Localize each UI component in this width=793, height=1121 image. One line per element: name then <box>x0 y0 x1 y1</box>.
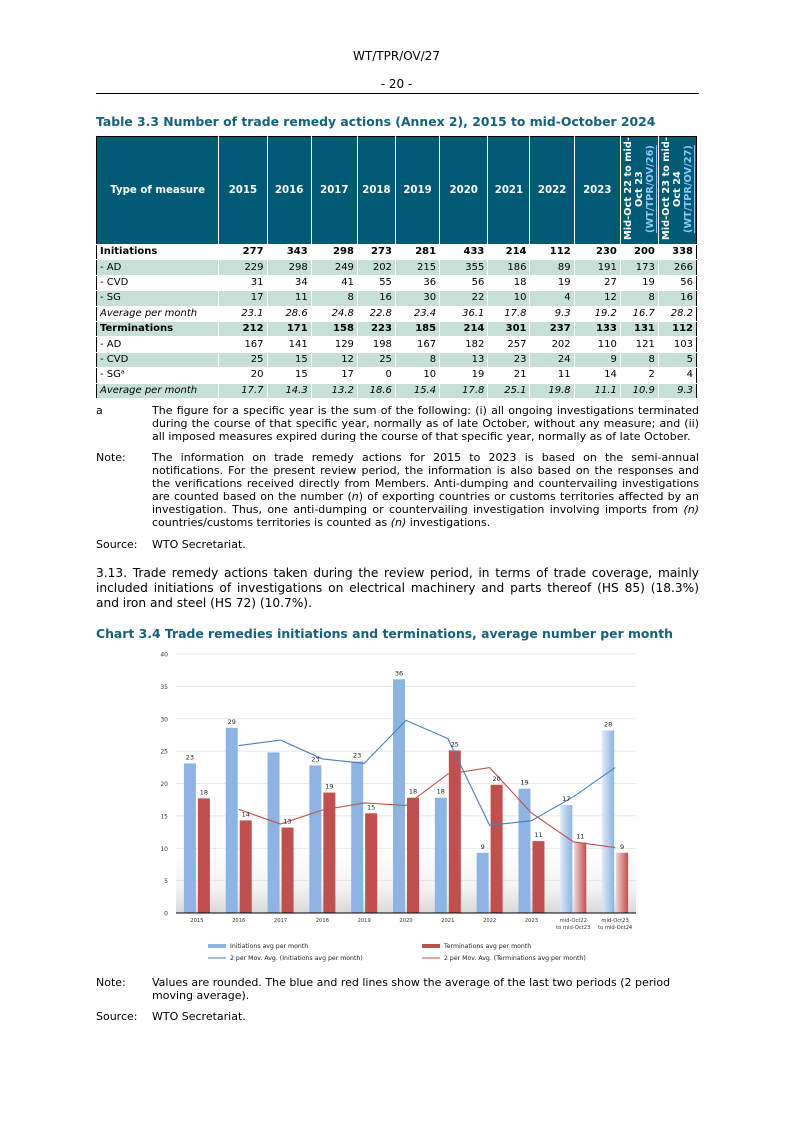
terminations-bar <box>491 785 503 913</box>
data-label: 14 <box>241 810 250 819</box>
table-source-key: Source: <box>96 538 138 551</box>
data-label: 36 <box>394 669 404 678</box>
table-cell: 12 <box>574 291 620 306</box>
x-tick-label: 2017 <box>273 918 288 924</box>
table-cell: 129 <box>311 337 357 352</box>
x-tick-label: mid-Oct22 <box>559 918 587 924</box>
table-title: Table 3.3 Number of trade remedy actions (Annex 2), 2015 to mid-October 2024 <box>96 114 656 129</box>
table-cell: 266 <box>658 260 696 275</box>
chart-3-4 <box>150 645 650 970</box>
table-cell: 214 <box>440 321 488 336</box>
table-cell: 4 <box>530 291 574 306</box>
table-row <box>97 368 697 383</box>
table-cell: 25 <box>357 352 395 367</box>
col-header-period-23-24: Mid-Oct 23 to mid-Oct 24 (WT/TPR/OV/27) <box>658 137 696 245</box>
table-row <box>97 383 697 398</box>
table-cell: 112 <box>658 321 696 336</box>
table-cell: 22 <box>440 291 488 306</box>
x-tick-label: 2020 <box>399 918 413 924</box>
table-cell: 17.8 <box>488 306 530 321</box>
table-cell: 23.1 <box>219 306 267 321</box>
chart-note <box>96 976 699 1002</box>
document-link[interactable]: (WT/TPR/OV/26) <box>644 145 656 233</box>
col-header-type: Type of measure <box>97 137 219 245</box>
table-cell: 19.8 <box>530 383 574 398</box>
table-cell: 25 <box>219 352 267 367</box>
table-cell: 18 <box>488 275 530 290</box>
data-label: 11 <box>576 832 585 841</box>
initiations-moving-avg-line <box>239 720 615 825</box>
table-cell: 25.1 <box>488 383 530 398</box>
table-cell: 11 <box>267 291 311 306</box>
col-header-2019: 2019 <box>395 137 439 245</box>
col-header-2017: 2017 <box>311 137 357 245</box>
table-cell: 36 <box>395 275 439 290</box>
table-cell: 31 <box>219 275 267 290</box>
x-tick-label: 2015 <box>190 918 204 924</box>
data-label: 15 <box>367 803 376 812</box>
data-label: 19 <box>325 782 334 791</box>
data-label: 18 <box>408 787 418 796</box>
y-tick-label: 5 <box>164 878 168 886</box>
table-cell: 17.7 <box>219 383 267 398</box>
table-cell: 4 <box>658 368 696 383</box>
table-note <box>96 451 699 529</box>
y-tick-label: 40 <box>160 651 168 659</box>
data-label: 29 <box>227 717 236 726</box>
table-cell: 89 <box>530 260 574 275</box>
table-cell: 9.3 <box>658 383 696 398</box>
table-cell: 17.8 <box>440 383 488 398</box>
table-cell: 121 <box>620 337 658 352</box>
y-tick-label: 30 <box>160 716 168 724</box>
table-note-key: Note: <box>96 451 126 464</box>
table-cell: 230 <box>574 245 620 260</box>
table-cell: 355 <box>440 260 488 275</box>
y-tick-label: 25 <box>160 748 168 756</box>
footnote-a-key: a <box>96 404 103 417</box>
page-number: - 20 - <box>380 77 413 91</box>
table-source <box>96 538 699 551</box>
x-tick-label: 2016 <box>232 918 246 924</box>
chart-source-key: Source: <box>96 1010 138 1023</box>
chart-note-key: Note: <box>96 976 126 989</box>
table-cell: 28.2 <box>658 306 696 321</box>
table-row <box>97 321 697 336</box>
table-cell: 19 <box>440 368 488 383</box>
terminations-bar <box>282 828 294 913</box>
table-row <box>97 337 697 352</box>
table-cell: 24.8 <box>311 306 357 321</box>
table-cell: 215 <box>395 260 439 275</box>
table-cell: 112 <box>530 245 574 260</box>
table-cell: 343 <box>267 245 311 260</box>
document-id: WT/TPR/OV/27 <box>353 49 440 63</box>
table-cell: 167 <box>395 337 439 352</box>
terminations-bar <box>365 813 377 913</box>
chart-title: Chart 3.4 Trade remedies initiations and terminations, average number per month <box>96 626 673 641</box>
table-cell: 28.6 <box>267 306 311 321</box>
table-cell: 237 <box>530 321 574 336</box>
legend-terminations-label: Terminations avg per month <box>444 943 532 950</box>
table-cell: 186 <box>488 260 530 275</box>
initiations-bar <box>309 765 321 913</box>
data-label: 17 <box>562 794 571 803</box>
table-cell: 9 <box>574 352 620 367</box>
data-label: 23 <box>353 751 362 760</box>
table-cell: 23 <box>488 352 530 367</box>
table-cell: 131 <box>620 321 658 336</box>
y-tick-label: 10 <box>160 845 168 853</box>
initiations-bar <box>268 752 280 913</box>
table-cell: 16 <box>658 291 696 306</box>
chart-source-text: WTO Secretariat. <box>152 1010 246 1023</box>
table-cell: 27 <box>574 275 620 290</box>
legend-terminations-swatch <box>422 944 440 948</box>
table-row <box>97 260 697 275</box>
trade-remedy-table <box>96 136 697 399</box>
x-tick-label: to mid-Oct23 <box>556 925 591 931</box>
legend-terminations-avg-label: 2 per Mov. Avg. (Terminations avg per month) <box>444 955 586 962</box>
table-cell: 13 <box>440 352 488 367</box>
row-label: Average per month <box>97 306 219 321</box>
table-cell: 141 <box>267 337 311 352</box>
table-cell: 16.7 <box>620 306 658 321</box>
table-cell: 22.8 <box>357 306 395 321</box>
table-cell: 200 <box>620 245 658 260</box>
table-cell: 19 <box>530 275 574 290</box>
table-cell: 257 <box>488 337 530 352</box>
terminations-bar <box>574 842 586 913</box>
y-tick-label: 0 <box>164 910 168 918</box>
col-header-2021: 2021 <box>488 137 530 245</box>
table-cell: 249 <box>311 260 357 275</box>
y-tick-label: 20 <box>160 781 168 788</box>
col-header-2018: 2018 <box>357 137 395 245</box>
table-cell: 20 <box>219 368 267 383</box>
table-cell: 133 <box>574 321 620 336</box>
table-cell: 19 <box>620 275 658 290</box>
data-label: 23 <box>311 755 320 764</box>
table-cell: 15.4 <box>395 383 439 398</box>
col-header-2015: 2015 <box>219 137 267 245</box>
table-cell: 8 <box>620 291 658 306</box>
initiations-bar <box>560 805 572 913</box>
table-cell: 15 <box>267 368 311 383</box>
table-row <box>97 306 697 321</box>
table-cell: 10 <box>395 368 439 383</box>
table-cell: 17 <box>311 368 357 383</box>
data-label: 28 <box>603 720 613 729</box>
initiations-bar <box>518 789 530 913</box>
x-tick-label: 2018 <box>315 918 329 924</box>
table-cell: 19.2 <box>574 306 620 321</box>
table-cell: 191 <box>574 260 620 275</box>
table-cell: 17 <box>219 291 267 306</box>
row-label: - SGᵃ <box>97 368 219 383</box>
table-cell: 182 <box>440 337 488 352</box>
table-cell: 0 <box>357 368 395 383</box>
y-tick-label: 15 <box>160 813 168 821</box>
row-label: - AD <box>97 260 219 275</box>
chart-source <box>96 1010 699 1023</box>
legend-initiations-avg-label: 2 per Mov. Avg. (Initiations avg per month) <box>230 955 363 962</box>
legend-initiations-label: Initiations avg per month <box>230 943 309 950</box>
table-cell: 273 <box>357 245 395 260</box>
table-cell: 185 <box>395 321 439 336</box>
table-cell: 229 <box>219 260 267 275</box>
table-cell: 56 <box>440 275 488 290</box>
row-label: - SG <box>97 291 219 306</box>
table-cell: 202 <box>530 337 574 352</box>
table-row <box>97 245 697 260</box>
table-cell: 198 <box>357 337 395 352</box>
col-header-2023: 2023 <box>574 137 620 245</box>
table-cell: 173 <box>620 260 658 275</box>
table-cell: 30 <box>395 291 439 306</box>
legend-initiations-swatch <box>208 944 226 948</box>
table-cell: 433 <box>440 245 488 260</box>
col-header-2020: 2020 <box>440 137 488 245</box>
table-cell: 8 <box>311 291 357 306</box>
table-cell: 14.3 <box>267 383 311 398</box>
data-label: 25 <box>450 740 459 749</box>
row-label: Initiations <box>97 245 219 260</box>
table-cell: 202 <box>357 260 395 275</box>
table-cell: 24 <box>530 352 574 367</box>
footnote-a <box>96 404 699 443</box>
data-label: 23 <box>185 753 195 762</box>
table-cell: 18.6 <box>357 383 395 398</box>
data-label: 11 <box>534 831 543 840</box>
x-tick-label: 2021 <box>441 918 455 924</box>
table-cell: 223 <box>357 321 395 336</box>
x-tick-label: 2019 <box>357 918 371 924</box>
initiations-bar <box>393 679 405 913</box>
table-cell: 214 <box>488 245 530 260</box>
terminations-bar <box>323 793 335 913</box>
table-cell: 167 <box>219 337 267 352</box>
x-tick-label: mid-Oct23 <box>601 918 629 924</box>
table-source-text: WTO Secretariat. <box>152 538 246 551</box>
data-label: 18 <box>436 787 445 796</box>
data-label: 9 <box>620 842 625 851</box>
table-cell: 158 <box>311 321 357 336</box>
table-cell: 9.3 <box>530 306 574 321</box>
footnote-a-text: The figure for a specific year is the sum of the following: (i) all ongoing investigations terminated during the course of that specific year, normally as of late October, without any measure; and (ii) all imposed measures expired during the course of that specific year, normally as of late October. <box>152 404 699 443</box>
table-row <box>97 291 697 306</box>
y-tick-label: 35 <box>160 683 168 691</box>
table-cell: 56 <box>658 275 696 290</box>
table-cell: 11.1 <box>574 383 620 398</box>
table-cell: 277 <box>219 245 267 260</box>
table-cell: 14 <box>574 368 620 383</box>
data-label: 20 <box>492 774 501 783</box>
table-cell: 298 <box>267 260 311 275</box>
table-cell: 23.4 <box>395 306 439 321</box>
initiations-bar <box>226 728 238 913</box>
row-label: - CVD <box>97 352 219 367</box>
row-label: Terminations <box>97 321 219 336</box>
table-note-text: The information on trade remedy actions for 2015 to 2023 is based on the semi-annual notifications. For the present review period, the information is also based on the responses and the verifications received directly from Members. Anti-dumping and countervailing investigations are counted based on the number (n) of exporting countries or customs territories affected by an investigation. Thus, one anti-dumping or countervailing investigation involving imports from (n) countries/customs territories is counted as (n) investigations. <box>152 451 699 529</box>
paragraph-3-13: 3.13. Trade remedy actions taken during the review period, in terms of trade coverage, mainly included initiations of investigations on electrical machinery and parts thereof (HS 85) (18.3%) and iron and steel (HS 72) (10.7%). <box>96 566 699 610</box>
table-cell: 110 <box>574 337 620 352</box>
data-label: 19 <box>520 778 529 787</box>
table-row <box>97 352 697 367</box>
data-label: 9 <box>480 842 485 851</box>
table-cell: 12 <box>311 352 357 367</box>
row-label: - CVD <box>97 275 219 290</box>
initiations-bar <box>477 853 489 913</box>
initiations-bar <box>184 763 196 913</box>
terminations-bar <box>240 820 252 913</box>
table-cell: 298 <box>311 245 357 260</box>
table-cell: 15 <box>267 352 311 367</box>
table-cell: 11 <box>530 368 574 383</box>
table-cell: 8 <box>395 352 439 367</box>
table-row <box>97 275 697 290</box>
terminations-bar <box>449 750 461 913</box>
col-header-2016: 2016 <box>267 137 311 245</box>
initiations-bar <box>602 730 614 913</box>
initiations-bar <box>435 798 447 913</box>
x-tick-label: 2023 <box>524 918 539 924</box>
table-cell: 13.2 <box>311 383 357 398</box>
table-cell: 2 <box>620 368 658 383</box>
document-link[interactable]: (WT/TPR/OV/27) <box>682 145 694 233</box>
table-cell: 338 <box>658 245 696 260</box>
table-cell: 8 <box>620 352 658 367</box>
table-cell: 10 <box>488 291 530 306</box>
col-header-2022: 2022 <box>530 137 574 245</box>
table-cell: 41 <box>311 275 357 290</box>
header-rule <box>96 93 699 94</box>
terminations-bar <box>532 841 544 913</box>
x-tick-label: 2022 <box>483 918 497 924</box>
col-header-period-22-23: Mid-Oct 22 to mid-Oct 23 (WT/TPR/OV/26) <box>620 137 658 245</box>
table-cell: 212 <box>219 321 267 336</box>
table-cell: 5 <box>658 352 696 367</box>
initiations-bar <box>351 761 363 913</box>
row-label: - AD <box>97 337 219 352</box>
terminations-bar <box>198 798 210 913</box>
terminations-bar <box>407 798 419 913</box>
terminations-bar <box>616 853 628 913</box>
row-label: Average per month <box>97 383 219 398</box>
terminations-moving-avg-line <box>239 768 615 848</box>
x-tick-label: to mid-Oct24 <box>597 925 633 931</box>
table-cell: 171 <box>267 321 311 336</box>
table-cell: 55 <box>357 275 395 290</box>
table-cell: 103 <box>658 337 696 352</box>
table-cell: 21 <box>488 368 530 383</box>
data-label: 18 <box>199 788 209 797</box>
table-cell: 301 <box>488 321 530 336</box>
table-cell: 10.9 <box>620 383 658 398</box>
table-cell: 34 <box>267 275 311 290</box>
table-cell: 16 <box>357 291 395 306</box>
table-cell: 281 <box>395 245 439 260</box>
chart-note-text: Values are rounded. The blue and red lines show the average of the last two periods (2 period moving average). <box>152 976 671 1002</box>
table-cell: 36.1 <box>440 306 488 321</box>
data-label: 13 <box>283 817 292 826</box>
